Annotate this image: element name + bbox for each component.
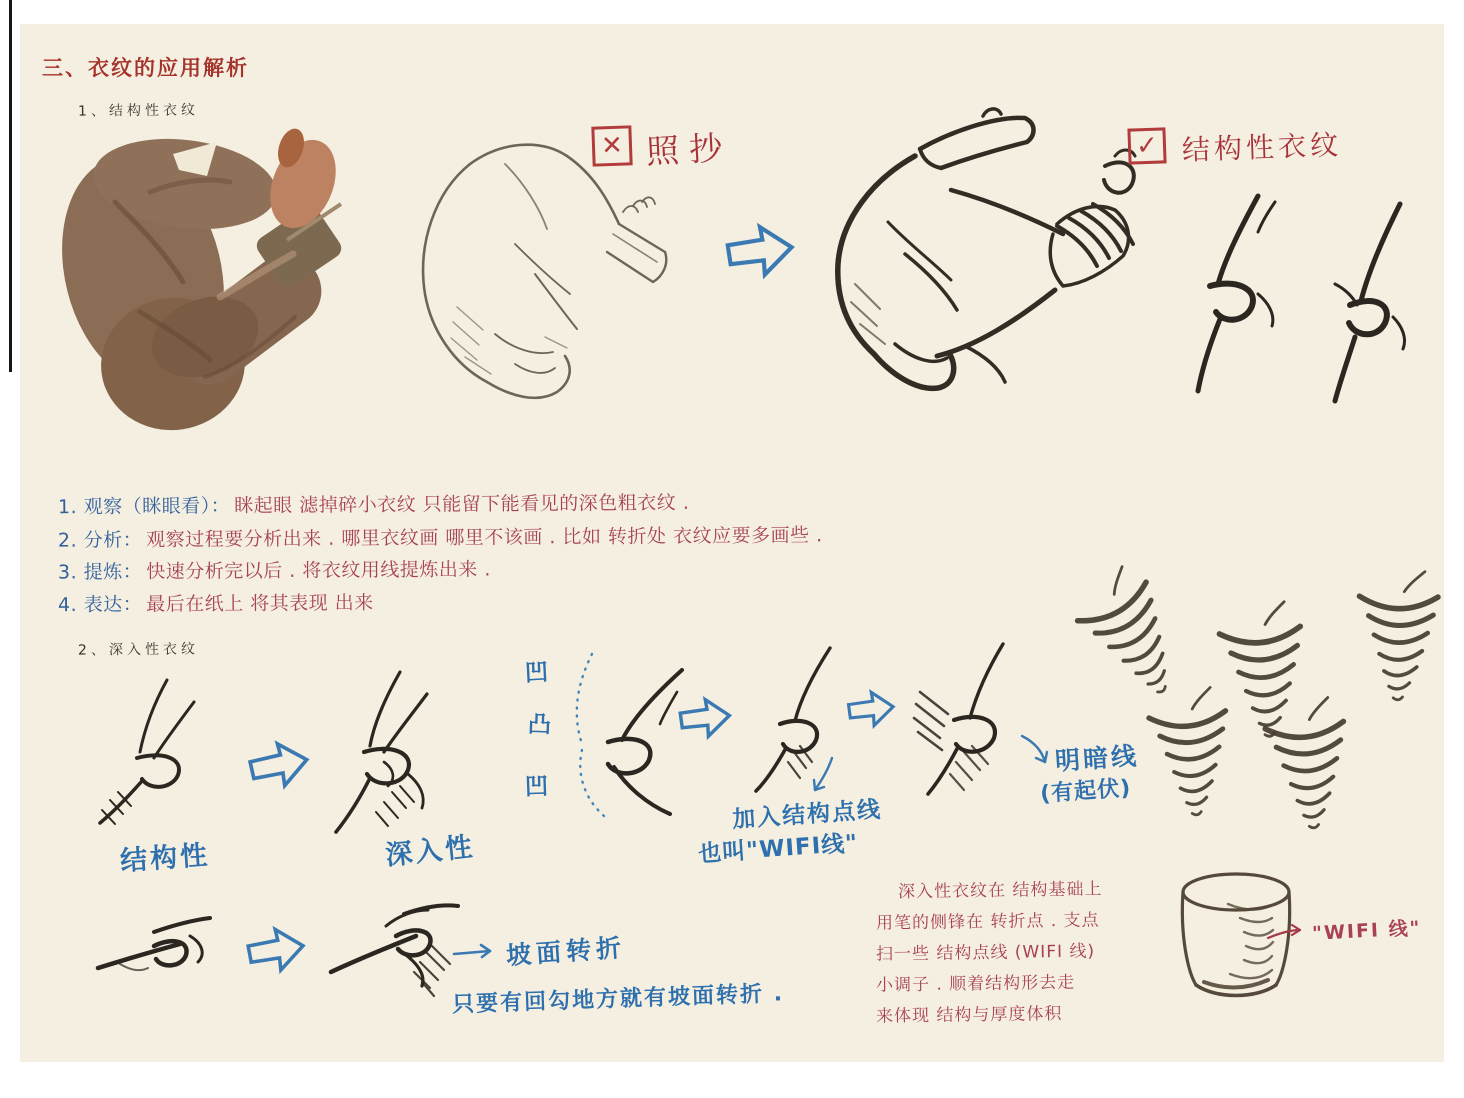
shade-caption-line1: 明暗线 — [1054, 741, 1141, 776]
note-text: 快速分析完以后 . 将衣纹用线提炼出来 . — [146, 558, 491, 583]
charcoal-structural-sketch — [785, 104, 1175, 439]
copy-label: 照抄 — [645, 127, 734, 172]
structural-folds-label: 结构性衣纹 — [1181, 128, 1343, 167]
section2-heading: 2、深入性衣纹 — [77, 641, 200, 659]
slope-note: 只要有回勾地方就有坡面转折 . — [451, 981, 785, 1018]
shade-caption-line2: (有起伏) — [1039, 775, 1133, 808]
down-left-arrow-icon — [808, 756, 838, 796]
note-line-2 — [58, 520, 823, 552]
funnel-hatch-studies — [1118, 534, 1448, 834]
note-line-1 — [58, 488, 690, 519]
right-arrow-icon — [452, 944, 496, 962]
relief-mark-convex: 凸 — [527, 711, 552, 739]
relief-mark-concave-bottom: 凹 — [524, 773, 549, 801]
note-text: 最后在纸上 将其表现 出来 — [146, 591, 374, 616]
wifi-line-label: "WIFI 线" — [1311, 917, 1423, 945]
brush-sketch-1 — [1180, 184, 1295, 409]
note-text: 眯起眼 滤掉碎小衣纹 只能留下能看见的深色粗衣纹 . — [234, 491, 690, 517]
note-line-3 — [58, 554, 491, 584]
note-text: 观察过程要分析出来 . 哪里衣纹画 哪里不该画 . 比如 转折处 衣纹应要多画些 . — [146, 524, 823, 552]
check-checkbox — [1127, 127, 1166, 164]
blue-arrow-icon — [243, 921, 308, 979]
slope-caption: 坡面转折 — [505, 932, 627, 971]
structural-caption: 结构性 — [119, 839, 212, 878]
fold-sketch-simple-bottom — [92, 902, 232, 1002]
note-label: 3. 提炼： — [57, 560, 143, 584]
deep-note-line: 扫一些 结构点线 (WIFI 线) — [875, 941, 1096, 965]
note-label: 4. 表达： — [57, 593, 143, 617]
fold-sketch-relief — [552, 652, 697, 827]
relief-mark-concave-top: 凹 — [524, 659, 549, 687]
page-title: 三、衣纹的应用解析 — [42, 56, 249, 80]
fold-sketch-structural — [92, 672, 232, 837]
deep-note-line: 用笔的侧锋在 转折点 . 支点 — [875, 910, 1100, 934]
deep-note-paragraph — [876, 876, 1102, 1031]
blue-arrow-icon — [245, 734, 314, 796]
add-points-caption-line1: 加入结构点线 — [731, 796, 883, 834]
deep-note-line: 来体现 结构与厚度体积 — [875, 1003, 1063, 1027]
deep-note-line: 小调子 . 顺着结构形去走 — [875, 972, 1076, 996]
note-label: 2. 分析： — [57, 529, 143, 552]
x-mark: ✕ — [600, 130, 624, 162]
check-mark: ✓ — [1135, 130, 1159, 162]
curve-arrow-icon — [1020, 734, 1052, 770]
paper-background — [20, 24, 1444, 1062]
scan-edge-line — [9, 0, 12, 372]
add-points-caption-line2: 也叫"WIFI线" — [697, 830, 860, 868]
deep-note-line: 深入性衣纹在 结构基础上 — [897, 879, 1103, 903]
reference-photo — [55, 132, 345, 442]
fold-sketch-shaded — [898, 634, 1038, 799]
fold-sketch-deep — [312, 662, 467, 847]
deep-caption: 深入性 — [383, 831, 477, 872]
section1-heading: 1、结构性衣纹 — [77, 102, 200, 120]
brush-sketch-2 — [1305, 189, 1420, 414]
note-label: 1. 观察（眯眼看）： — [57, 495, 231, 519]
note-line-4 — [58, 588, 374, 617]
blue-arrow-icon — [845, 688, 897, 731]
red-arrow-icon — [1266, 924, 1306, 944]
blue-arrow-icon — [677, 695, 733, 742]
x-checkbox — [591, 125, 632, 166]
